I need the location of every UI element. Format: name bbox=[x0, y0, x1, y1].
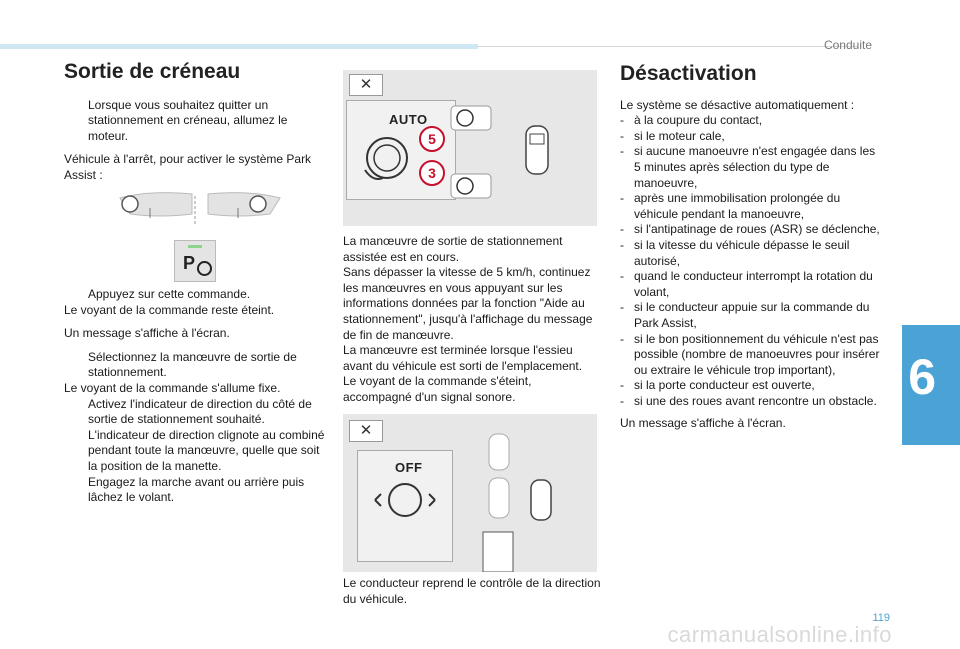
left-column bbox=[64, 60, 326, 192]
list-item: - à la coupure du contact, bbox=[620, 113, 763, 128]
list-item: - si une des roues avant rencontre un obstacle. bbox=[620, 393, 877, 408]
list-item: - si la porte conducteur est ouverte, bbox=[620, 378, 815, 393]
list-item: - après une immobilisation prolongée du véhicule pendant la manoeuvre, bbox=[620, 191, 841, 221]
deactivation-list bbox=[620, 113, 880, 409]
off-label: OFF bbox=[395, 460, 423, 475]
right-column bbox=[620, 62, 880, 432]
steering-wheel-icon bbox=[389, 484, 421, 516]
right-mirror-icon bbox=[208, 193, 280, 216]
car-icon bbox=[526, 126, 548, 174]
bullet-item: Sélectionnez la manœuvre de sortie de stationnement. bbox=[88, 349, 297, 380]
close-icon: ✕ bbox=[349, 420, 383, 442]
list-item: - si la vitesse du véhicule dépasse le seuil autorisé, bbox=[620, 237, 850, 268]
steering-wheel-icon bbox=[197, 261, 212, 276]
chevron-right-icon bbox=[429, 494, 435, 506]
car-icon bbox=[489, 434, 509, 470]
header-rule bbox=[478, 46, 858, 47]
illustration-maneuver bbox=[343, 70, 597, 226]
list-item: - si le conducteur appuie sur la commande du Park Assist, bbox=[620, 300, 870, 330]
paragraph: Un message s'affiche à l'écran. bbox=[64, 326, 230, 341]
off-diagram bbox=[343, 414, 597, 572]
steering-wheel-icon bbox=[367, 138, 407, 178]
illustration-off bbox=[343, 414, 597, 572]
paragraph: Le voyant de la commande s'allume fixe. bbox=[64, 380, 281, 395]
parking-slot bbox=[483, 532, 513, 572]
bullet-icon bbox=[64, 98, 88, 145]
bullet-item: L'indicateur de direction clignote au combiné pendant toute la manœuvre, quelle que soit la position de la manette. bbox=[88, 427, 325, 473]
right-title: Désactivation bbox=[620, 62, 757, 85]
indicator-light bbox=[188, 245, 202, 248]
paragraph: Un message s'affiche à l'écran. bbox=[620, 416, 786, 431]
page-number: 119 bbox=[872, 612, 890, 624]
close-icon: ✕ bbox=[349, 74, 383, 96]
list-item: - quand le conducteur interrompt la rotation du volant, bbox=[620, 269, 873, 299]
paragraph: Le système se désactive automatiquement : bbox=[620, 97, 855, 112]
watermark: carmanualsonline.info bbox=[667, 622, 892, 647]
car-icon bbox=[489, 478, 509, 518]
list-item: - si aucune manoeuvre n'est engagée dans les 5 minutes après sélection du type de manoeuvre, bbox=[620, 144, 876, 190]
left-column-continued bbox=[64, 287, 326, 506]
paragraph: Le voyant de la commande reste éteint. bbox=[64, 302, 275, 317]
bullet-item: Activez l'indicateur de direction du côté de sortie de stationnement souhaité. bbox=[88, 396, 312, 427]
list-item: - si le bon positionnement du véhicule n'est pas possible (nombre de manoeuvres pour insérer ou extraire le véhicule trop important), bbox=[620, 331, 880, 377]
bullet-item: Engagez la marche avant ou arrière puis lâchez le volant. bbox=[88, 474, 305, 505]
middle-text: La manœuvre de sortie de stationnement assistée est en cours. Sans dépasser la vitesse de 5 km/h, continuez les manœuvres en vous appuyant sur les informations données par la fonction "Aide au stationnement", jusqu'à l'affichage du message de fin de manœuvre. La manœuvre est terminée lorsque l'essieu avant du véhicule est sorti de l'emplacement. Le voyant de la commande s'éteint, accompagné d'un signal sonore. bbox=[343, 234, 593, 404]
park-assist-icon: P bbox=[183, 253, 196, 273]
distance-badge: 5 bbox=[419, 126, 445, 152]
bullet-item: Lorsque vous souhaitez quitter un stationnement en créneau, allumez le moteur. bbox=[64, 98, 326, 145]
maneuver-diagram bbox=[343, 70, 597, 226]
header-accent-bar bbox=[0, 44, 478, 49]
chevron-left-icon bbox=[375, 494, 381, 506]
car-icon bbox=[531, 480, 551, 520]
bullet-item: Appuyez sur cette commande. bbox=[88, 287, 251, 301]
middle-text-2: Le conducteur reprend le contrôle de la direction du véhicule. bbox=[343, 576, 601, 606]
distance-badge: 3 bbox=[419, 160, 445, 186]
list-item: - si le moteur cale, bbox=[620, 128, 725, 143]
chapter-number: 6 bbox=[908, 349, 936, 405]
section-title: Conduite bbox=[823, 38, 872, 52]
paragraph: Véhicule à l'arrêt, pour activer le système Park Assist : bbox=[64, 152, 312, 182]
park-assist-button[interactable] bbox=[174, 240, 216, 282]
auto-label: AUTO bbox=[389, 112, 428, 127]
list-item: - si l'antipatinage de roues (ASR) se déclenche, bbox=[620, 222, 880, 237]
left-title: Sortie de créneau bbox=[64, 60, 241, 83]
